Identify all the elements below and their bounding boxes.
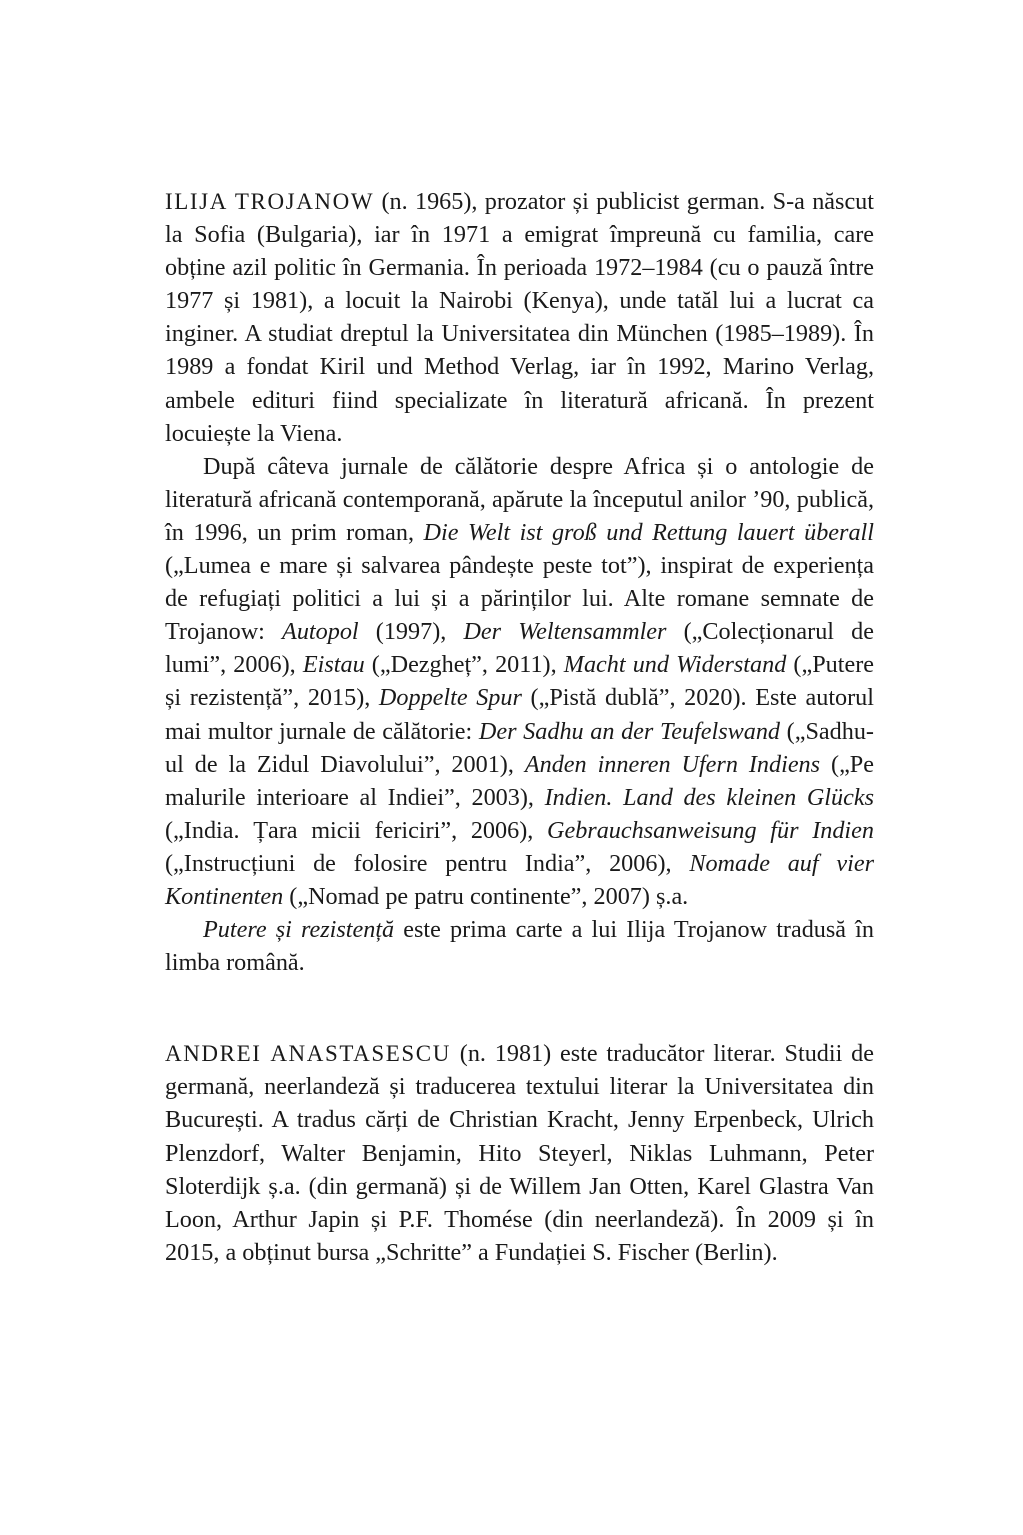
- book-title: Autopol: [282, 618, 359, 646]
- book-title: Die Welt ist groß und Rettung lauert überall: [423, 518, 874, 546]
- book-title: Indien. Land des kleinen Glücks: [544, 783, 874, 811]
- author-bio-text: (n. 1965), prozator și publicist german. S-a născut la Sofia (Bulgaria), iar în 1971 a emigrat împreună cu familia, care obține azil politic în Germania. În perioada 1972–1984 (cu o pauză între 1977 și 1981), a locuit la Nairobi (Kenya), unde tatăl lui a lucrat ca inginer. A studiat dreptul la Universitatea din München (1985–1989). În 1989 a fondat Kiril und Method Verlag, iar în 1992, Marino Verlag, ambele edituri fiind specializate în literatură africană. În prezent locuiește la Viena.: [165, 188, 874, 447]
- book-title: Doppelte Spur: [378, 684, 522, 712]
- text-segment: („India. Țara micii fericiri”, 2006),: [165, 816, 547, 844]
- book-title: Nomade auf vier Kontinenten: [165, 849, 874, 910]
- author-bio: [165, 185, 874, 979]
- text-segment: („Pistă dublă”, 2020). Este autorul mai multor jurnale de călătorie:: [165, 684, 874, 745]
- translator-name: ANDREI ANASTASESCU: [165, 1041, 451, 1067]
- text-segment: (1997),: [358, 618, 464, 646]
- author-bio-paragraph-2: [165, 450, 874, 913]
- book-title: Putere și rezistență: [203, 916, 395, 944]
- translator-bio-text: (n. 1981) este traducător literar. Studii de germană, neerlandeză și traducerea textului literar la Universitatea din București. A tradus cărți de Christian Kracht, Jenny Erpenbeck, Ulrich Plenzdorf, Walter Benjamin, Hito Steyerl, Niklas Luhmann, Peter Sloterdijk ș.a. (din germană) și de Willem Jan Otten, Karel Glastra Van Loon, Arthur Japin și P.F. Thomése (din neerlandeză). În 2009 și în 2015, a obținut bursa „Schritte” a Fundației S. Fischer (Berlin).: [165, 1040, 874, 1266]
- text-segment: („Dezgheț”, 2011),: [364, 651, 564, 679]
- book-title: Eistau: [302, 651, 365, 679]
- book-title: Macht und Widerstand: [563, 651, 787, 679]
- translator-bio-paragraph-1: [165, 1037, 874, 1269]
- text-segment: („Instrucțiuni de folosire pentru India”, 2006),: [165, 849, 690, 877]
- text-segment: este prima carte a lui Ilija Trojanow tradusă în limba română.: [165, 916, 874, 977]
- book-title: Der Weltensammler: [463, 618, 667, 646]
- book-title: Anden inneren Ufern Indiens: [524, 750, 821, 778]
- book-title: Gebrauchsanweisung für Indien: [547, 816, 874, 844]
- book-page: [165, 185, 874, 1269]
- translator-bio: [165, 1037, 874, 1269]
- author-bio-paragraph-3: [165, 913, 874, 979]
- author-name: ILIJA TROJANOW: [165, 189, 375, 214]
- text-segment: („Pe malurile interioare al Indiei”, 2003),: [165, 750, 874, 811]
- author-bio-paragraph-1: [165, 185, 874, 450]
- text-segment: („Lumea e mare și salvarea pândește peste tot”), inspirat de experiența de refugiați politici a lui și a părinților lui. Alte romane semnate de Trojanow:: [165, 552, 874, 646]
- text-segment: După câteva jurnale de călătorie despre Africa și o antologie de literatură africană contemporană, apărute la începutul anilor ’90, publică, în 1996, un prim roman,: [165, 452, 874, 546]
- text-segment: („Nomad pe patru continente”, 2007) ș.a.: [283, 882, 689, 910]
- text-segment: („Sadhu-ul de la Zidul Diavolului”, 2001),: [165, 717, 874, 778]
- book-title: Der Sadhu an der Teufelswand: [478, 717, 781, 745]
- text-segment: („Colecționarul de lumi”, 2006),: [165, 618, 874, 679]
- text-segment: („Putere și rezistență”, 2015),: [165, 651, 875, 712]
